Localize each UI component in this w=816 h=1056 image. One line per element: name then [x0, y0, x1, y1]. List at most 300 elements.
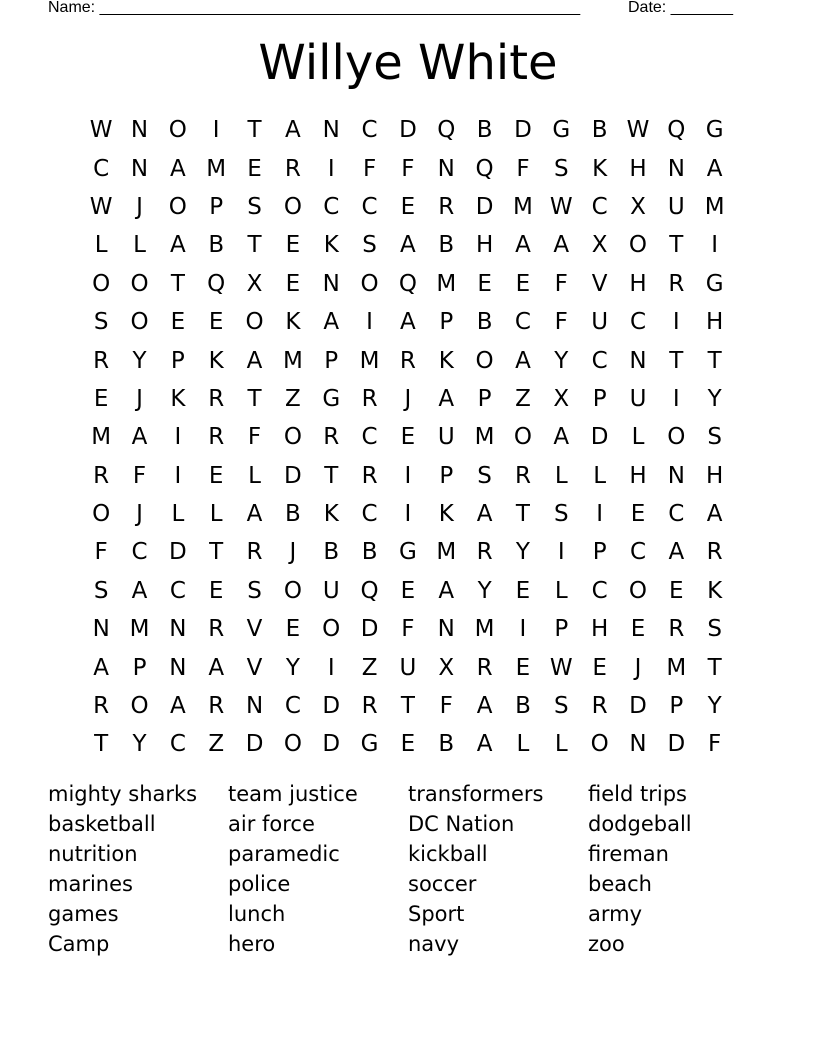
grid-letter: Q [475, 155, 494, 182]
grid-letter: Q [360, 577, 379, 604]
grid-letter: T [707, 654, 722, 681]
grid-letter: K [285, 309, 301, 336]
word-list-item: air force [228, 812, 315, 836]
grid-letter: C [169, 577, 186, 604]
grid-letter: D [629, 693, 647, 720]
grid-letter: A [400, 232, 416, 259]
grid-letter: B [476, 117, 493, 144]
grid-letter: E [170, 309, 186, 336]
grid-letter: L [516, 731, 530, 758]
grid-row [82, 495, 734, 533]
grid-letter: N [667, 155, 685, 182]
grid-letter: H [629, 462, 647, 489]
grid-row [82, 418, 734, 456]
grid-letter: R [93, 693, 110, 720]
grid-letter: U [629, 385, 647, 412]
grid-letter: L [554, 731, 568, 758]
grid-row [82, 188, 734, 226]
grid-letter: N [169, 654, 187, 681]
grid-letter: G [552, 117, 571, 144]
grid-letter: R [361, 385, 378, 412]
grid-letter: H [629, 270, 647, 297]
grid-letter: P [592, 539, 607, 566]
grid-letter: L [171, 501, 185, 528]
grid-letter: K [707, 577, 723, 604]
grid-letter: W [549, 193, 573, 220]
grid-letter: A [246, 347, 263, 374]
grid-letter: A [131, 577, 148, 604]
grid-letter: Z [361, 654, 378, 681]
grid-letter: O [628, 577, 648, 604]
grid-letter: R [438, 193, 455, 220]
grid-letter: I [174, 424, 182, 451]
word-list-item: team justice [228, 782, 358, 806]
grid-letter: E [93, 385, 109, 412]
grid-letter: I [672, 309, 680, 336]
word-column [408, 779, 588, 959]
grid-letter: C [361, 424, 378, 451]
grid-letter: E [400, 731, 416, 758]
grid-row [82, 265, 734, 303]
grid-letter: O [513, 424, 532, 451]
grid-letter: D [399, 117, 417, 144]
grid-letter: G [705, 270, 724, 297]
grid-letter: C [629, 309, 647, 336]
grid-letter: Y [515, 539, 530, 566]
grid-letter: G [322, 385, 341, 412]
grid-letter: R [591, 693, 608, 720]
grid-letter: V [246, 616, 263, 643]
word-list-item: nutrition [48, 842, 138, 866]
grid-row [82, 341, 734, 379]
grid-letter: F [439, 693, 453, 720]
grid-letter: D [475, 193, 494, 220]
grid-letter: C [93, 155, 110, 182]
grid-letter: C [591, 193, 608, 220]
grid-letter: C [323, 193, 340, 220]
grid-letter: Q [398, 270, 417, 297]
grid-letter: M [474, 616, 495, 643]
grid-letter: P [132, 654, 147, 681]
grid-letter: E [208, 462, 224, 489]
grid-letter: C [284, 693, 301, 720]
grid-letter: P [439, 462, 454, 489]
grid-letter: T [400, 693, 415, 720]
grid-letter: O [283, 424, 302, 451]
header-line [48, 0, 748, 18]
grid-letter: R [208, 616, 225, 643]
grid-letter: I [711, 232, 719, 259]
grid-letter: A [131, 424, 148, 451]
grid-letter: E [400, 424, 416, 451]
grid-letter: W [626, 117, 650, 144]
grid-letter: D [322, 693, 341, 720]
grid-letter: P [170, 347, 185, 374]
word-list-item: soccer [408, 872, 477, 896]
grid-letter: T [209, 539, 224, 566]
grid-letter: X [591, 232, 608, 259]
grid-letter: Y [477, 577, 492, 604]
grid-letter: I [557, 539, 565, 566]
grid-letter: P [669, 693, 684, 720]
grid-letter: T [707, 347, 722, 374]
word-list [48, 779, 768, 959]
grid-letter: M [282, 347, 303, 374]
grid-letter: M [436, 270, 457, 297]
grid-letter: O [130, 309, 149, 336]
grid-letter: L [133, 232, 146, 259]
word-column [588, 779, 768, 959]
grid-letter: T [170, 270, 185, 297]
grid-letter: V [591, 270, 608, 297]
grid-letter: S [93, 309, 109, 336]
grid-letter: N [92, 616, 110, 643]
grid-letter: U [667, 193, 685, 220]
name-field: Name: ______________________________________________________ [48, 0, 581, 16]
grid-letter: S [553, 693, 569, 720]
grid-letter: F [94, 539, 108, 566]
grid-letter: O [245, 309, 264, 336]
grid-letter: R [284, 155, 301, 182]
grid-letter: I [404, 462, 412, 489]
word-list-item: dodgeball [588, 812, 692, 836]
grid-letter: M [91, 424, 112, 451]
grid-letter: N [437, 155, 455, 182]
grid-letter: I [404, 501, 412, 528]
grid-letter: R [514, 462, 531, 489]
grid-letter: C [514, 309, 531, 336]
grid-letter: P [554, 616, 569, 643]
grid-letter: A [515, 232, 531, 259]
grid-letter: W [89, 193, 113, 220]
grid-letter: O [322, 616, 341, 643]
grid-letter: E [285, 616, 301, 643]
grid-letter: B [361, 539, 378, 566]
grid-letter: R [93, 347, 110, 374]
grid-letter: O [130, 270, 149, 297]
grid-letter: D [667, 731, 686, 758]
grid-letter: M [666, 654, 687, 681]
grid-letter: I [327, 155, 335, 182]
grid-letter: P [439, 309, 454, 336]
grid-letter: R [208, 385, 225, 412]
grid-letter: D [169, 539, 187, 566]
word-list-item: Sport [408, 902, 465, 926]
grid-letter: K [208, 347, 224, 374]
grid-letter: E [400, 577, 416, 604]
grid-letter: D [590, 424, 609, 451]
grid-letter: M [436, 539, 457, 566]
grid-letter: U [399, 654, 417, 681]
grid-letter: S [93, 577, 109, 604]
grid-row [82, 687, 734, 725]
grid-letter: Y [132, 347, 147, 374]
grid-letter: N [667, 462, 685, 489]
grid-letter: P [477, 385, 492, 412]
grid-letter: X [438, 654, 455, 681]
grid-letter: A [400, 309, 416, 336]
grid-letter: T [515, 501, 530, 528]
grid-letter: N [322, 117, 340, 144]
grid-letter: K [170, 385, 186, 412]
grid-letter: T [669, 232, 684, 259]
grid-letter: R [208, 693, 225, 720]
grid-letter: W [549, 654, 573, 681]
grid-letter: P [324, 347, 339, 374]
grid-letter: T [669, 347, 684, 374]
grid-letter: R [399, 347, 416, 374]
word-list-item: zoo [588, 932, 625, 956]
grid-letter: O [360, 270, 379, 297]
grid-row [82, 648, 734, 686]
grid-letter: R [208, 424, 225, 451]
grid-letter: S [247, 577, 262, 604]
grid-letter: D [245, 731, 264, 758]
grid-letter: V [246, 654, 263, 681]
grid-letter: B [438, 731, 455, 758]
grid-letter: B [591, 117, 608, 144]
grid-letter: S [553, 501, 569, 528]
grid-letter: F [362, 155, 377, 182]
grid-letter: S [707, 424, 722, 451]
grid-letter: Z [515, 385, 531, 412]
grid-row [82, 457, 734, 495]
grid-letter: C [361, 501, 378, 528]
grid-letter: S [247, 193, 262, 220]
grid-letter: R [93, 462, 110, 489]
puzzle-title: Willye White [258, 35, 558, 91]
word-list-item: DC Nation [408, 812, 515, 836]
grid-letter: M [129, 616, 150, 643]
grid-letter: E [515, 577, 531, 604]
grid-letter: L [631, 424, 645, 451]
grid-letter: A [93, 654, 110, 681]
grid-letter: N [629, 347, 647, 374]
grid-letter: C [591, 347, 608, 374]
grid-letter: J [634, 654, 642, 681]
grid-letter: S [707, 616, 722, 643]
grid-letter: J [404, 385, 412, 412]
grid-letter: I [596, 501, 604, 528]
grid-letter: E [285, 270, 301, 297]
grid-letter: Y [707, 693, 722, 720]
grid-letter: T [247, 117, 262, 144]
grid-letter: A [553, 424, 570, 451]
grid-letter: A [323, 309, 340, 336]
word-list-item: mighty sharks [48, 782, 198, 806]
grid-letter: F [247, 424, 262, 451]
grid-letter: R [246, 539, 263, 566]
grid-letter: E [477, 270, 492, 297]
grid-letter: B [323, 539, 340, 566]
grid-letter: O [130, 693, 149, 720]
grid-letter: X [630, 193, 646, 220]
grid-letter: K [438, 501, 454, 528]
grid-letter: J [289, 539, 297, 566]
grid-row [82, 111, 734, 149]
grid-letter: O [283, 731, 302, 758]
grid-letter: N [130, 155, 149, 182]
grid-letter: A [285, 117, 301, 144]
grid-letter: K [323, 232, 339, 259]
grid-letter: D [360, 616, 379, 643]
grid-letter: P [592, 385, 607, 412]
grid-letter: M [704, 193, 725, 220]
grid-letter: A [169, 693, 186, 720]
grid-letter: G [360, 731, 379, 758]
grid-letter: R [323, 424, 340, 451]
grid-letter: T [324, 462, 339, 489]
word-list-item: beach [588, 872, 652, 896]
grid-row [82, 380, 734, 418]
grid-letter: F [132, 462, 147, 489]
grid-letter: B [285, 501, 301, 528]
grid-letter: R [668, 270, 685, 297]
grid-letter: J [136, 385, 143, 412]
grid-letter: N [322, 270, 340, 297]
grid-letter: A [476, 693, 493, 720]
grid-letter: L [554, 462, 568, 489]
grid-letter: I [174, 462, 182, 489]
grid-letter: U [591, 309, 609, 336]
grid-letter: T [247, 385, 262, 412]
grid-letter: T [94, 731, 109, 758]
grid-letter: E [669, 577, 684, 604]
word-list-item: basketball [48, 812, 156, 836]
grid-letter: D [322, 731, 341, 758]
grid-letter: E [515, 654, 531, 681]
grid-letter: N [437, 616, 455, 643]
word-list-item: hero [228, 932, 276, 956]
date-field: Date: _______ [628, 0, 733, 16]
grid-letter: J [136, 501, 143, 528]
grid-letter: R [476, 539, 493, 566]
grid-row [82, 533, 734, 571]
grid-letter: Q [207, 270, 226, 297]
grid-letter: C [629, 539, 647, 566]
grid-letter: A [476, 501, 493, 528]
grid-letter: F [401, 616, 415, 643]
grid-letter: E [630, 501, 646, 528]
grid-letter: O [168, 193, 187, 220]
grid-letter: O [92, 270, 111, 297]
grid-letter: O [92, 501, 111, 528]
grid-letter: A [553, 232, 570, 259]
grid-letter: I [519, 616, 527, 643]
grid-letter: S [362, 232, 377, 259]
grid-letter: X [246, 270, 263, 297]
grid-letter: A [706, 501, 723, 528]
grid-letter: E [400, 193, 416, 220]
grid-letter: A [668, 539, 685, 566]
grid-letter: Y [285, 654, 300, 681]
grid-letter: K [438, 347, 454, 374]
grid-letter: F [516, 155, 530, 182]
word-list-item: kickball [408, 842, 488, 866]
word-column [48, 779, 228, 959]
word-list-item: army [588, 902, 643, 926]
grid-letter: U [322, 577, 340, 604]
grid-letter: E [208, 309, 224, 336]
word-column [228, 779, 408, 959]
word-list-item: fireman [588, 842, 669, 866]
grid-letter: H [706, 309, 724, 336]
grid-letter: Y [554, 347, 569, 374]
grid-letter: C [361, 117, 378, 144]
grid-letter: I [327, 654, 335, 681]
grid-letter: R [361, 693, 378, 720]
grid-row [82, 610, 734, 648]
grid-letter: R [668, 616, 685, 643]
grid-letter: L [593, 462, 607, 489]
grid-letter: H [475, 232, 494, 259]
grid-letter: B [515, 693, 531, 720]
grid-letter: K [323, 501, 339, 528]
word-list-item: lunch [228, 902, 286, 926]
grid-letter: M [359, 347, 380, 374]
grid-letter: J [136, 193, 143, 220]
grid-letter: T [247, 232, 262, 259]
grid-letter: N [169, 616, 187, 643]
grid-letter: C [668, 501, 685, 528]
grid-letter: Y [707, 385, 722, 412]
word-list-item: games [48, 902, 119, 926]
grid-letter: Z [285, 385, 301, 412]
grid-letter: O [667, 424, 686, 451]
grid-letter: E [515, 270, 531, 297]
grid-letter: I [212, 117, 220, 144]
grid-letter: A [208, 654, 225, 681]
grid-letter: X [553, 385, 570, 412]
grid-letter: F [401, 155, 415, 182]
grid-letter: D [514, 117, 532, 144]
grid-letter: O [628, 232, 648, 259]
grid-letter: Q [667, 117, 686, 144]
grid-letter: S [477, 462, 492, 489]
grid-letter: A [706, 155, 723, 182]
grid-letter: E [247, 155, 262, 182]
grid-letter: O [168, 117, 187, 144]
grid-letter: A [515, 347, 531, 374]
grid-letter: O [475, 347, 494, 374]
grid-letter: N [245, 693, 264, 720]
word-list-item: navy [408, 932, 460, 956]
word-list-item: Camp [48, 932, 110, 956]
grid-letter: I [366, 309, 373, 336]
grid-letter: O [590, 731, 609, 758]
grid-letter: E [630, 616, 646, 643]
grid-letter: G [399, 539, 417, 566]
grid-letter: A [169, 155, 186, 182]
grid-letter: U [437, 424, 455, 451]
grid-letter: A [438, 577, 455, 604]
grid-letter: H [706, 462, 724, 489]
grid-letter: S [553, 155, 569, 182]
grid-letter: L [94, 232, 108, 259]
grid-letter: O [283, 577, 302, 604]
grid-letter: G [705, 117, 724, 144]
grid-letter: A [476, 731, 493, 758]
grid-letter: C [131, 539, 148, 566]
grid-letter: A [438, 385, 455, 412]
grid-letter: L [248, 462, 261, 489]
grid-letter: W [89, 117, 113, 144]
grid-letter: C [169, 731, 186, 758]
grid-letter: M [474, 424, 495, 451]
grid-letter: R [361, 462, 378, 489]
grid-letter: O [283, 193, 302, 220]
grid-row [82, 303, 734, 341]
